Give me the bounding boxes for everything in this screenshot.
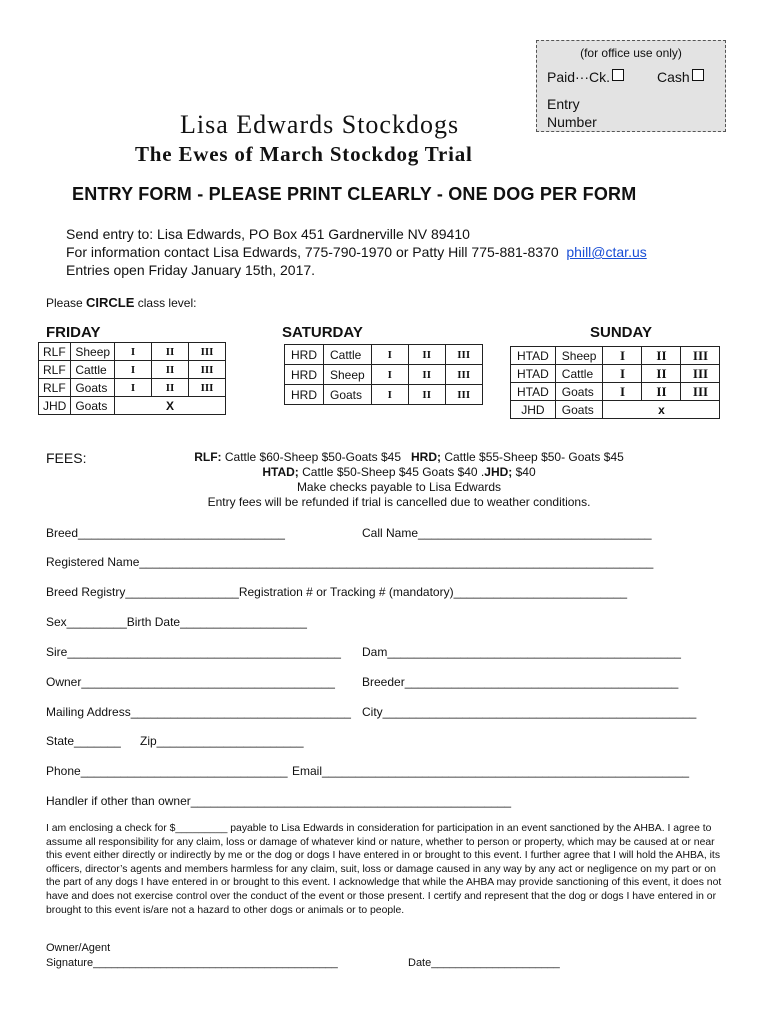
level-option[interactable]: III <box>445 345 482 365</box>
circle-instruction <box>46 295 196 310</box>
friday-label: FRIDAY <box>46 324 101 341</box>
form-heading: ENTRY FORM - PLEASE PRINT CLEARLY - ONE DOG PER FORM <box>72 184 637 204</box>
class-cell: HTAD <box>511 383 556 401</box>
level-option[interactable]: I <box>371 365 408 385</box>
fee-label-htad: HTAD; <box>262 465 299 479</box>
table-row <box>285 365 483 385</box>
office-use-heading: (for office use only) <box>580 46 682 60</box>
state-field[interactable]: State_______ <box>46 734 121 748</box>
cash-label: Cash <box>657 69 690 85</box>
signature-field[interactable]: Signature________________________________________ <box>46 957 338 969</box>
city-field[interactable]: City_______________________________________________ <box>362 705 697 719</box>
level-option[interactable]: I <box>603 383 642 401</box>
page-subtitle: The Ewes of March Stockdog Trial <box>135 142 473 166</box>
table-row <box>511 347 720 365</box>
level-option[interactable]: III <box>681 383 720 401</box>
paid-check-field[interactable] <box>547 69 624 85</box>
send-entry-text: Send entry to: Lisa Edwards, PO Box 451 Gardnerville NV 89410 <box>66 226 470 242</box>
stock-cell: Goats <box>555 383 603 401</box>
stock-cell: Cattle <box>324 345 372 365</box>
level-option[interactable]: III <box>681 365 720 383</box>
stock-cell: Goats <box>71 379 115 397</box>
registered-name-field[interactable]: Registered Name_____________________________________________________________________________ <box>46 555 654 569</box>
fees-line-1 <box>0 450 770 465</box>
class-cell: JHD <box>511 401 556 419</box>
contact-line <box>66 244 647 260</box>
table-row <box>511 401 720 419</box>
liability-agreement: I am enclosing a check for $_________ payable to Lisa Edwards in consideration for participation in an event sanctioned by the AHBA. I agree to assume all responsibility for any claim, loss or damage of whatever kind or nature, whether to person or property, which may be caused at or near this event either directly or indirectly by me or the dog or dogs I have entered in or brought to this event. I further agree that I will hold the AHBA, its officers, director’s agents and members harmless for any claim, suit, loss or damage caused in any way by any act or negligence on my part or on the part of any dogs I have entered in or brought to this event. I acknowledge that while the AHBA may provide sanctioning of this event, it does not have and does not exercise control over the conduct of the event or those present. I certify and represent that the dog or dogs I have entered in or brought to this event is/are not a hazard to other dogs or animals or to people. <box>46 823 722 916</box>
cash-checkbox[interactable] <box>692 69 704 81</box>
class-cell: JHD <box>39 397 71 415</box>
level-option[interactable]: I <box>115 379 152 397</box>
table-row <box>39 343 226 361</box>
fee-text-hrd: Cattle $55-Sheep $50- Goats $45 <box>441 450 624 464</box>
phone-field[interactable]: Phone_______________________________ <box>46 764 288 778</box>
paid-checkbox[interactable] <box>612 69 624 81</box>
breed-registry-field[interactable]: Breed Registry_________________Registration # or Tracking # (mandatory)__________________________ <box>46 585 628 599</box>
stock-cell: Goats <box>71 397 115 415</box>
level-option[interactable]: II <box>152 379 189 397</box>
circle-suffix: class level: <box>134 296 197 310</box>
stock-cell: Sheep <box>324 365 372 385</box>
level-option[interactable]: II <box>408 365 445 385</box>
level-option[interactable]: I <box>115 343 152 361</box>
owner-agent-label: Owner/Agent <box>46 942 111 954</box>
stock-cell: Cattle <box>555 365 603 383</box>
class-cell: HRD <box>285 365 324 385</box>
jhd-mark[interactable]: X <box>115 397 226 415</box>
level-option[interactable]: I <box>371 385 408 405</box>
circle-emphasis: CIRCLE <box>86 295 135 310</box>
level-option[interactable]: III <box>445 365 482 385</box>
level-option[interactable]: II <box>152 361 189 379</box>
page-title: Lisa Edwards Stockdogs <box>180 110 460 139</box>
cash-field[interactable] <box>657 69 704 85</box>
level-option[interactable]: III <box>189 361 226 379</box>
mailing-address-field[interactable]: Mailing Address_________________________________ <box>46 705 351 719</box>
fees-label: FEES: <box>46 450 87 466</box>
level-option[interactable]: III <box>189 343 226 361</box>
friday-table <box>38 342 226 415</box>
fee-text-rlf: Cattle $60-Sheep $50-Goats $45 <box>221 450 411 464</box>
email-field[interactable]: Email_______________________________________________________ <box>292 764 690 778</box>
zip-field[interactable]: Zip______________________ <box>140 734 304 748</box>
jhd-mark[interactable]: x <box>603 401 720 419</box>
table-row <box>511 365 720 383</box>
stock-cell: Goats <box>324 385 372 405</box>
entries-open-text: Entries open Friday January 15th, 2017. <box>66 262 316 278</box>
table-row <box>39 361 226 379</box>
call-name-field[interactable]: Call Name___________________________________ <box>362 526 652 540</box>
stock-cell: Goats <box>555 401 603 419</box>
stock-cell: Sheep <box>71 343 115 361</box>
refund-text: Entry fees will be refunded if trial is cancelled due to weather conditions. <box>207 495 591 509</box>
fee-text-jhd: $40 <box>512 465 536 479</box>
handler-field[interactable]: Handler if other than owner________________________________________________ <box>46 794 512 808</box>
sunday-label: SUNDAY <box>590 324 652 341</box>
level-option[interactable]: I <box>371 345 408 365</box>
paid-check-label: Paid···Ck. <box>547 69 611 85</box>
table-row <box>511 383 720 401</box>
level-option[interactable]: II <box>642 365 681 383</box>
saturday-table <box>284 344 483 405</box>
level-option[interactable]: I <box>603 365 642 383</box>
fee-label-jhd: JHD; <box>484 465 513 479</box>
sire-field[interactable]: Sire_________________________________________ <box>46 645 341 659</box>
contact-text: For information contact Lisa Edwards, 775-790-1970 or Patty Hill 775-881-8370 <box>66 244 559 260</box>
fee-label-hrd: HRD; <box>411 450 441 464</box>
level-option[interactable]: III <box>445 385 482 405</box>
fee-text-htad: Cattle $50-Sheep $45 Goats $40 . <box>298 465 485 479</box>
level-option[interactable]: III <box>681 347 720 365</box>
class-cell: HRD <box>285 345 324 365</box>
stock-cell: Cattle <box>71 361 115 379</box>
dam-field[interactable]: Dam____________________________________________ <box>362 645 681 659</box>
level-option[interactable]: II <box>408 345 445 365</box>
level-option[interactable]: II <box>642 347 681 365</box>
level-option[interactable]: II <box>642 383 681 401</box>
fee-label-rlf: RLF: <box>194 450 222 464</box>
level-option[interactable]: I <box>115 361 152 379</box>
date-field[interactable]: Date_____________________ <box>408 957 560 969</box>
breeder-field[interactable]: Breeder_________________________________________ <box>362 675 679 689</box>
sex-birthdate-field[interactable]: Sex_________Birth Date___________________ <box>46 615 307 629</box>
class-cell: RLF <box>39 343 71 361</box>
table-row <box>39 379 226 397</box>
level-option[interactable]: II <box>152 343 189 361</box>
table-row <box>285 345 483 365</box>
stock-cell: Sheep <box>555 347 603 365</box>
class-cell: HTAD <box>511 347 556 365</box>
circle-prefix: Please <box>46 296 87 310</box>
email-link[interactable]: phill@ctar.us <box>566 244 647 260</box>
table-row <box>285 385 483 405</box>
level-option[interactable]: II <box>408 385 445 405</box>
checks-payable-text: Make checks payable to Lisa Edwards <box>296 480 502 494</box>
saturday-label: SATURDAY <box>282 324 363 341</box>
table-row <box>39 397 226 415</box>
class-cell: RLF <box>39 361 71 379</box>
class-cell: HTAD <box>511 365 556 383</box>
class-cell: HRD <box>285 385 324 405</box>
level-option[interactable]: I <box>603 347 642 365</box>
breed-field[interactable]: Breed_______________________________ <box>46 526 285 540</box>
owner-field[interactable]: Owner______________________________________ <box>46 675 335 689</box>
level-option[interactable]: III <box>189 379 226 397</box>
sunday-table <box>510 346 720 419</box>
class-cell: RLF <box>39 379 71 397</box>
entry-number-label: Entry Number <box>547 96 597 130</box>
office-use-box <box>536 40 726 132</box>
fees-line-2 <box>0 465 770 480</box>
